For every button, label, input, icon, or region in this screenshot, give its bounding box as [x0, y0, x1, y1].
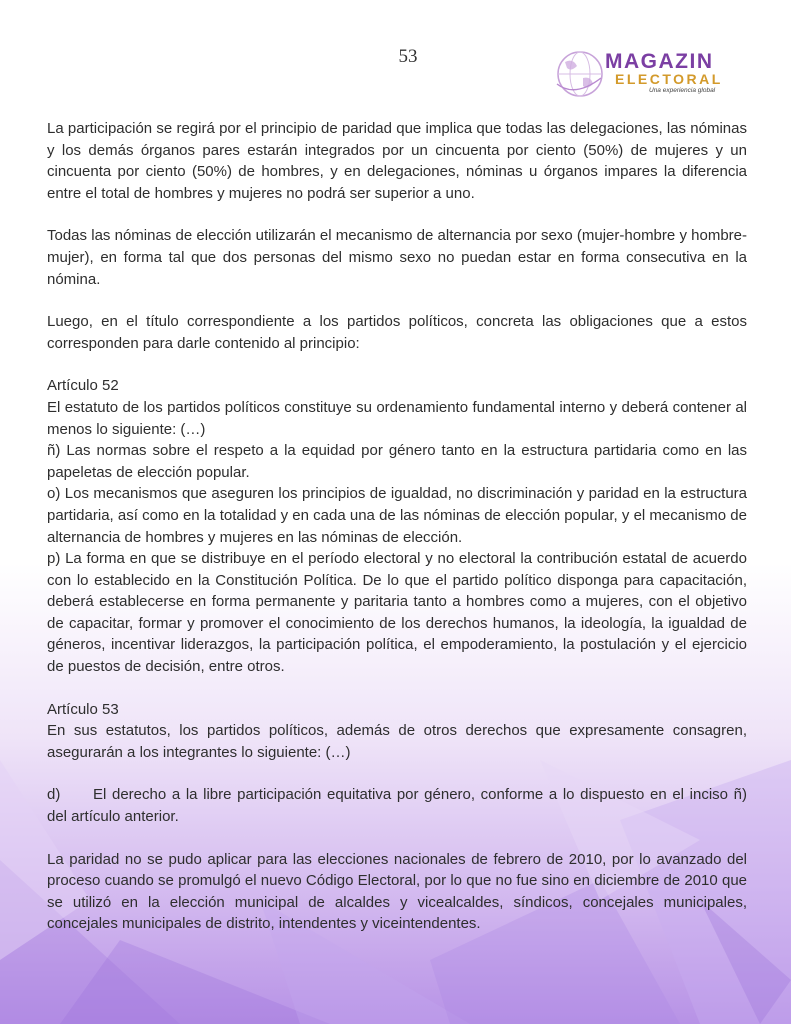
article-53	[47, 699, 747, 764]
article-intro: El estatuto de los partidos políticos constituye su ordenamiento fundamental interno y deberá contener al menos lo siguiente: (…)	[47, 398, 747, 438]
article-item: o) Los mecanismos que aseguren los principios de igualdad, no discriminación y paridad en la estructura partidaria, así como en la totalidad y en cada una de las nóminas de elección popular, y el mecanismo de alternancia de hombres y mujeres en las nóminas de elección.	[47, 485, 747, 546]
item-text: El derecho a la libre participación equitativa por género, conforme a lo dispuesto en el inciso ñ) del artículo anterior.	[47, 786, 747, 826]
article-52	[47, 375, 747, 677]
article-item: ñ) Las normas sobre el respeto a la equidad por género tanto en la estructura partidaria como en las papeletas de elección popular.	[47, 442, 747, 481]
article-item: p) La forma en que se distribuye en el período electoral y no electoral la contribución estatal de acuerdo con lo establecido en la Constitución Política. De lo que el partido político disponga para capacitación, deberá establecerse en forma permanente y paritaria tanto a hombres como a mujeres, con el objetivo de capacitar, formar y promover el conocimiento de los derechos humanos, la ideología, la igualdad de géneros, incentivar liderazgos, la participación política, el empoderamiento, la postulación y el ejercicio de puestos de decisión, entre otros.	[47, 550, 747, 676]
globe-icon	[555, 48, 605, 100]
page-number: 53	[398, 46, 418, 67]
paragraph: Luego, en el título correspondiente a los partidos políticos, concreta las obligaciones que a estos corresponden para darle contenido al principio:	[47, 313, 747, 352]
logo-tagline: Una experiencia global	[649, 87, 716, 94]
item-letter: d)	[47, 786, 61, 804]
logo-subtitle: ELECTORAL	[615, 71, 723, 87]
article-intro: En sus estatutos, los partidos políticos, además de otros derechos que expresamente consagren, asegurarán a los integrantes lo siguiente: (…)	[47, 722, 747, 761]
paragraph: Todas las nóminas de elección utilizarán el mecanismo de alternancia por sexo (mujer-hombre y hombre-mujer), en forma tal que dos personas del mismo sexo no puedan estar en forma consecutiva en la nómina.	[47, 227, 747, 288]
article-item-d	[47, 784, 747, 827]
body-text	[47, 118, 747, 956]
paragraph: La participación se regirá por el principio de paridad que implica que todas las delegaciones, las nóminas y los demás órganos pares estarán integrados por un cincuenta por ciento (50%) de mujeres y un cincuenta por ciento (50%) de hombres, y en delegaciones, nóminas u órganos impares la diferencia entre el total de hombres y mujeres no podrá ser superior a uno.	[47, 120, 747, 202]
logo-name: MAGAZIN	[605, 50, 714, 73]
magazin-electoral-logo	[555, 48, 735, 100]
paragraph: La paridad no se pudo aplicar para las elecciones nacionales de febrero de 2010, por lo avanzado del proceso cuando se promulgó el nuevo Código Electoral, por lo que no fue sino en diciembre de 2010 que se utilizó en la elección municipal de alcaldes y vicealcaldes, síndicos, concejales municipales, concejales municipales de distrito, intendentes y viceintendentes.	[47, 850, 747, 933]
article-title: Artículo 52	[47, 377, 119, 395]
article-title: Artículo 53	[47, 700, 119, 718]
